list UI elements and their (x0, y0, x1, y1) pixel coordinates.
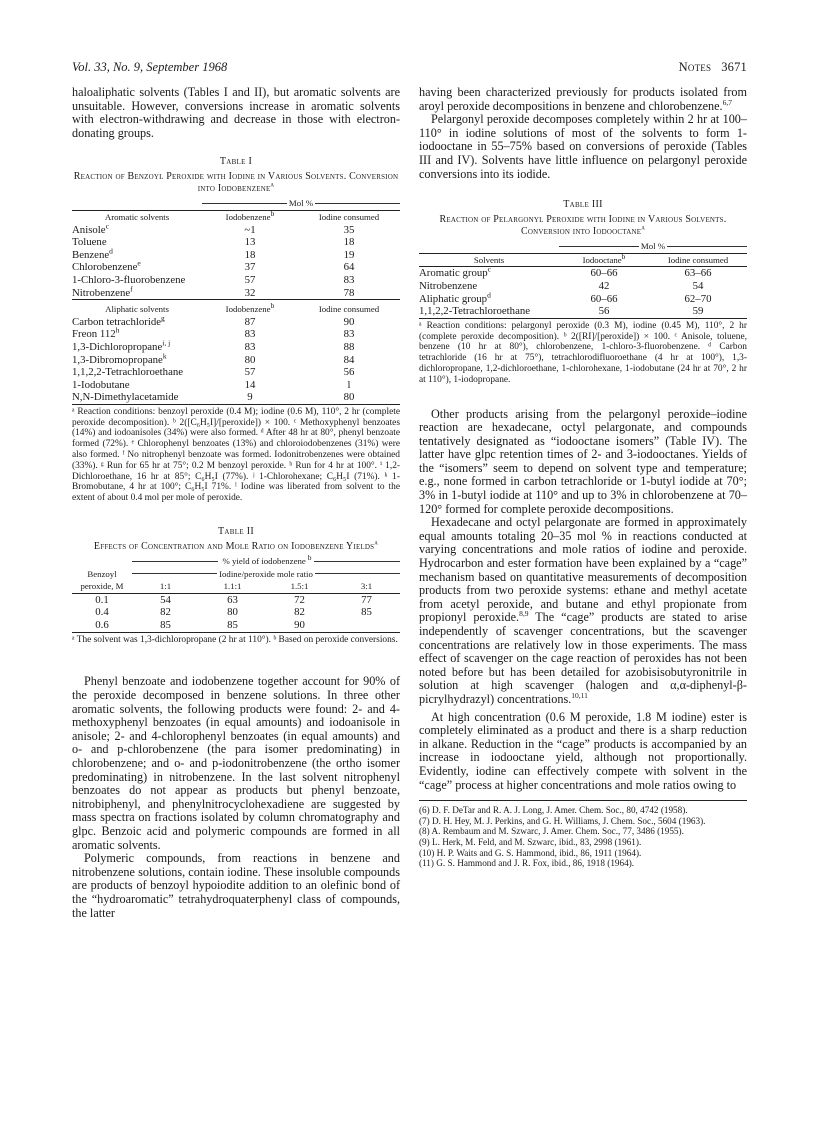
table-cell: 78 (343, 286, 355, 299)
table-cell: 0.4 (95, 606, 109, 619)
table-cell: 72 (294, 593, 305, 606)
table-row (72, 328, 400, 341)
table-cell: Aromatic group$^c$ (419, 264, 492, 280)
table-cell: 1,3-Dibromopropane$^k$ (72, 350, 167, 366)
table-cell: Carbon tetrachloride$^g$ (72, 313, 165, 328)
table-cell: 82 (160, 606, 171, 619)
table-cell: 60–66 (590, 267, 618, 280)
table-row (72, 287, 400, 300)
page-number: 3671 (721, 60, 747, 74)
table-3-caption: Table III (563, 199, 603, 211)
table-cell: 84 (343, 353, 355, 366)
table-row (72, 341, 400, 354)
table-cell: 59 (692, 305, 704, 318)
table-3-title: Reaction of Pelargonyl Peroxide with Iodine in Various Solvents. Conversion into Iodooctane$^a$ (439, 214, 727, 238)
table-cell: 80 (343, 391, 355, 404)
table-cell: 64 (343, 261, 355, 274)
table-row (72, 593, 400, 606)
table-row (72, 354, 400, 367)
paragraph: Polymeric compounds, from reactions in benzene and nitrobenzene solutions, contain iodine. These insoluble compounds are products of benzoyl hypoiodite addition to an olefinic bond of the “hydroaromatic” tetrahydroquaterphenyl class of compounds, the latter (72, 851, 400, 920)
table-cell: N,N-Dimethylacetamide (72, 391, 179, 404)
paragraph: haloaliphatic solvents (Tables I and II), but aromatic solvents are unsuitable. However, conversions increase in aromatic solvents with electron-withdrawing and decrease in those with electron-donating groups. (72, 85, 400, 140)
running-header (72, 60, 747, 82)
table-1-title: Reaction of Benzoyl Peroxide with Iodine in Various Solvents. Conversion into Iodobenzene$^a$ (73, 171, 399, 195)
table-cell: 85 (361, 606, 372, 619)
table-cell: 42 (598, 279, 610, 292)
yield-label: % yield of iodobenzene $^b$ (132, 555, 400, 568)
reference-item: (6) D. F. DeTar and R. A. J. Long, J. Amer. Chem. Soc., 80, 4742 (1958). (419, 805, 688, 816)
table-row (419, 280, 747, 293)
table-row (419, 305, 747, 318)
table-cell: 9 (247, 391, 253, 404)
table-cell: 1-Iodobutane (72, 378, 130, 391)
table-cell: 56 (598, 305, 610, 318)
header-right (679, 60, 747, 82)
references (419, 800, 747, 869)
paragraph: Pelargonyl peroxide decomposes completely within 2 hr at 100–110° in iodine solutions of most of the solvents to form 1-iodooctane in 55–75% based on conversions of peroxide (Tables III and IV). Solvents have little influence on pelargonyl peroxide conversions into its iodide. (419, 112, 747, 181)
table-cell: 88 (343, 340, 355, 353)
table-cell: 83 (244, 328, 256, 341)
reference-item: (7) D. H. Hey, M. J. Perkins, and G. H. Williams, J. Chem. Soc., 5604 (1963). (419, 815, 706, 826)
table-cell: 1,1,2,2-Tetrachloroethane (72, 366, 184, 379)
table-cell: 77 (361, 593, 372, 606)
table-cell: 32 (244, 286, 256, 299)
table-cell: Anisole$^c$ (72, 220, 109, 236)
table-cell: 63 (227, 593, 238, 606)
table-section-header: Aliphatic solvents Iodobenzene$^b$ Iodine consumed (72, 300, 400, 316)
table-row (72, 366, 400, 379)
table-cell: 56 (343, 366, 355, 379)
table-2-title: Effects of Concentration and Mole Ratio on Iodobenzene Yields$^a$ (93, 537, 379, 553)
table-cell: l (347, 378, 351, 391)
paragraph: Other products arising from the pelargonyl peroxide–iodine reaction are hexadecane, octyl pelargonate, and compounds tentatively designated as “iodooctane isomers” (Table IV). The latter have glpc retention times of 2- and 3-iodooctanes. Yields of the “isomers” seem to depend on solvent type and temperature; e.g., none formed in carbon tetrachloride or 1-butyl iodide at 70°; 3% in 1-butyl iodide at 110° and up to 3% in chlorobenzene at 70–120° formed for complete peroxide decompositions. (419, 406, 747, 516)
table-cell: Nitrobenzene (419, 279, 478, 292)
page (72, 60, 748, 920)
reference-item: (10) H. P. Waits and G. S. Hammond, ibid., 86, 1911 (1964). (419, 847, 642, 858)
table-row (72, 274, 400, 287)
table-cell: Aliphatic group$^d$ (419, 289, 491, 305)
table-cell: Benzene$^d$ (72, 246, 113, 261)
table-cell: 54 (160, 593, 171, 606)
table-1-footnotes: ᵃ Reaction conditions: benzoyl peroxide (0.4 M); iodine (0.6 M), 110°, 2 hr (complete peroxide decomposition). ᵇ 2([C₆H₅I]/[peroxide]) × 100. ᶜ Methoxyphenyl benzoates (14%) and iodoanisoles (34%) were also formed. ᵈ After 48 hr at 80°, phenyl benzoate formed (72%). ᵉ Chlorophenyl benzoates (13%) and chloroiodobenzenes (31%) were also formed. ᶠ No nitrophenyl benzoate was formed. Iodonitrobenzenes were obtained (33%). ᵍ Run for 65 hr at 75°; 0.2 M benzoyl peroxide. ʰ Run for 4 hr at 100°. ⁱ 1,2-Dichloroethane, 16 hr at 85°; C₆H₅I (77%). ʲ 1-Chlorohexane; C₆H₅I (71%). ᵏ 1-Bromobutane, 4 hr at 100°; C₆H₅I 71%. ˡ Iodine was liberated from solvent to the extent of about 0.4 mol per mole of peroxide. (72, 404, 400, 504)
paragraph: At high concentration (0.6 M peroxide, 1.8 M iodine) ester is completely eliminated as a product and there is a sharp reduction in alkane. Reduction in the “cage” products is accompanied by an increase in iodooctane yield, although not proportionally. Evidently, iodine can effectively compete with solvent in the “cage” process at higher concentrations and mole ratios owing to (419, 709, 747, 792)
table-cell: 14 (244, 378, 256, 391)
paragraph: Phenyl benzoate and iodobenzene together account for 90% of the peroxide decomposed in benzene solutions. In three other aromatic solvents, the following products were found: 2- and 4-methoxyphenyl benzoates (in equal amounts) and iodoanisole in anisole; 2- and 4-chlorophenyl benzoates (in equal amounts) and o- and p-chlorobenzene (the para isomer predominating) in chlorobenzene; and o- and p-iodonitrobenzene (the ortho isomer predominating) in nitrobenzene. In the last solvent nitrophenyl benzoates do not appear as products but phenyl benzoate, nitrobiphenyl, and phenylnitrocyclohexadiene are suggested by mass spectra on fractions isolated by column chromatography and glpc. Benzoic acid and polymeric compounds are formed in all aromatic solvents. (72, 674, 400, 852)
table-cell: Toluene (72, 236, 107, 249)
table-cell: 35 (343, 223, 355, 236)
table-cell: 83 (343, 328, 355, 341)
table-cell: 60–66 (590, 292, 618, 305)
table-row (72, 224, 400, 237)
table-row (72, 236, 400, 249)
table-cell: 1,1,2,2-Tetrachloroethane (419, 305, 531, 318)
table-cell: Freon 112$^h$ (72, 325, 120, 341)
table-cell: 19 (343, 248, 355, 261)
paragraph: having been characterized previously for products isolated from aroyl peroxide decompositions in benzene and chlorobenzene.$^{6,7}$ (419, 85, 747, 113)
table-row (72, 261, 400, 274)
journal-info: Vol. 33, No. 9, September 1968 (72, 60, 228, 74)
table-row (419, 267, 747, 280)
paragraph: Hexadecane and octyl pelargonate are formed in approximately equal amounts totaling 20–35 mol % in reactions conducted at varying concentrations and mole ratios of iodine and peroxide. Hydrocarbon and ester formation have been explained by a “cage” mechanism based on quantitative measurements of decomposition products from two peroxide systems: ethane and methyl acetate from acetyl peroxide, and butane and ethyl propionate from propionyl peroxide.$^{8,9}$ The “cage” products are stated to arise independently of scavenger concentrations, but the scavenger concentrations are relatively low in those experiments. The mass effect of scavenger on the cage reaction of peroxides has not been noted before but has been detailed for azobisisobutyronitrile in solution at high scavenger (halogen and α,α-diphenyl-β-picrylhydrazyl) concentrations.$^{10,11}$ (419, 515, 748, 706)
table-row (72, 249, 400, 262)
table-cell: 87 (244, 315, 256, 328)
reference-item: (11) G. S. Hammond and J. R. Fox, ibid., 86, 1918 (1964). (419, 858, 635, 869)
table-header-row: peroxide, M 1:1 1.1:1 1.5:1 3:1 (80, 581, 373, 592)
table-header-row: Solvents Iodooctane$^b$ Iodine consumed (419, 253, 747, 267)
table-cell: 1,3-Dichloropropane$^{i, j}$ (72, 338, 171, 353)
table-cell: 13 (244, 236, 256, 249)
table-row (72, 606, 400, 619)
table-row (72, 379, 400, 392)
table-row (72, 316, 400, 329)
table-cell: 90 (343, 315, 355, 328)
reference-item: (9) L. Herk, M. Feld, and M. Szwarc, ibid., 83, 2998 (1961). (419, 836, 642, 847)
table-3-footnotes: ᵃ Reaction conditions: pelargonyl peroxide (0.3 M), iodine (0.45 M), 110°, 2 hr (complete peroxide decomposition). ᵇ 2([RI]/[peroxide]) × 100. ᶜ Anisole, toluene, benzene (10 hr at 80°), chlorobenzene, 1-chloro-3-fluorobenzene. ᵈ Carbon tetrachloride (16 hr at 75°), tetrachlorodifluoroethane (4 hr at 100°), 1,3-dichloropropane, 1,2-dichloroethane, 1-chlorohexane, 1-iodobutane (24 hr at 70°, 2 hr at 110°), 1-iodopropane. (419, 318, 747, 386)
left-column (72, 82, 400, 920)
table-cell: 18 (343, 236, 355, 249)
table-cell: 63–66 (684, 267, 712, 280)
table-cell: 90 (294, 619, 305, 632)
table-cell: Nitrobenzene$^f$ (72, 283, 133, 299)
section-name: Notes (678, 60, 712, 74)
table-cell: 85 (160, 619, 171, 632)
table-cell: 0.6 (95, 619, 109, 632)
mol-percent-label: Mol % (559, 240, 747, 253)
table-cell (333, 619, 400, 632)
table-cell: 37 (244, 261, 256, 274)
table-cell: 18 (244, 248, 256, 261)
table-row (72, 391, 400, 404)
table-2-caption: Table II (218, 526, 254, 538)
table-row (72, 619, 400, 632)
table-cell: 57 (244, 366, 256, 379)
table-1-caption: Table I (219, 156, 253, 168)
table-1 (72, 197, 400, 404)
table-2-footnotes: ᵃ The solvent was 1,3-dichloropropane (2 hr at 110°). ᵇ Based on peroxide conversions. (72, 632, 400, 646)
table-2: % yield of iodobenzene $^b$ Benzoyl Iodine/peroxide mole ratio peroxide, M 1:1 1.1:1 1.5:1 3:1 0.1 54 63 72 77 0.4 82 80 82 85 0.6 85 85 90 (72, 555, 400, 632)
right-column (419, 82, 747, 869)
table-cell: 0.1 (95, 593, 109, 606)
table-cell: 83 (343, 273, 355, 286)
table-cell: 80 (227, 606, 238, 619)
table-cell: 1-Chloro-3-fluorobenzene (72, 273, 186, 286)
table-3 (419, 240, 747, 318)
table-cell: 62–70 (684, 292, 712, 305)
table-cell: 57 (244, 273, 256, 286)
mol-percent-label: Mol % (202, 197, 400, 210)
table-cell: 80 (244, 353, 256, 366)
table-cell: 54 (692, 279, 704, 292)
table-row (419, 293, 747, 306)
table-cell: 83 (244, 340, 256, 353)
table-cell: ~1 (244, 223, 256, 236)
table-cell: 82 (294, 606, 305, 619)
ratio-label: Iodine/peroxide mole ratio (132, 568, 400, 581)
table-cell: Chlorobenzene$^e$ (72, 258, 141, 274)
table-header-row: Aromatic solvents Iodobenzene$^b$ Iodine consumed (72, 210, 400, 223)
reference-item: (8) A. Rembaum and M. Szwarc, J. Amer. Chem. Soc., 77, 3486 (1955). (419, 826, 684, 837)
table-cell: 85 (227, 619, 238, 632)
